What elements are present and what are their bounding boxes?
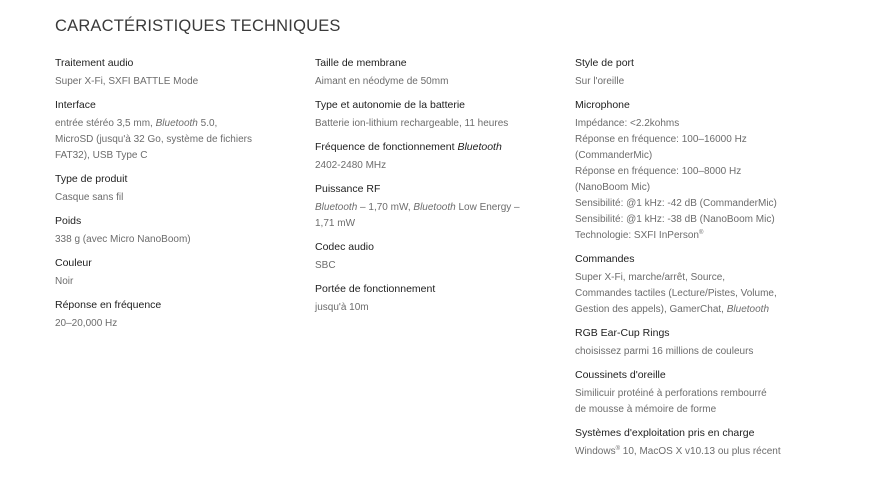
value-line: Commandes tactiles (Lecture/Pistes, Volume, — [575, 288, 777, 299]
value-text: 5.0, — [197, 118, 218, 129]
spec-operating-systems — [575, 425, 790, 460]
spec-value — [55, 116, 290, 164]
spec-value — [575, 116, 790, 244]
value-line: de mousse à mémoire de forme — [575, 404, 717, 415]
value-text-italic: Bluetooth — [315, 202, 358, 213]
spec-label: Type de produit — [55, 173, 128, 185]
label-text: Fréquence de fonctionnement — [315, 141, 458, 153]
value-line: Sensibilité: @1 kHz: -42 dB (CommanderMic) — [575, 198, 777, 209]
value-line: 1,71 mW — [315, 218, 356, 229]
value-line: MicroSD (jusqu'à 32 Go, système de fichiers — [55, 134, 252, 145]
spec-controls — [575, 251, 790, 318]
spec-value: Batterie ion-lithium rechargeable, 11 heures — [315, 118, 509, 129]
value-line: Réponse en fréquence: 100–16000 Hz — [575, 134, 747, 145]
spec-label — [315, 139, 555, 155]
spec-value: Noir — [55, 276, 74, 287]
spec-ear-cushions — [575, 367, 790, 418]
value-text: entrée stéréo 3,5 mm, — [55, 118, 156, 129]
spec-label: Puissance RF — [315, 183, 381, 195]
spec-rgb-rings — [575, 325, 790, 360]
value-line: (NanoBoom Mic) — [575, 182, 651, 193]
spec-product-type — [55, 171, 290, 206]
spec-weight — [55, 213, 290, 248]
value-text-italic: Bluetooth — [155, 118, 198, 129]
spec-value: SBC — [315, 260, 336, 271]
specs-column-1 — [55, 55, 290, 339]
spec-value: 2402-2480 MHz — [315, 160, 387, 171]
value-text-italic: Bluetooth — [726, 304, 770, 315]
spec-interface — [55, 97, 290, 164]
spec-label: Taille de membrane — [315, 57, 407, 69]
spec-label: Coussinets d'oreille — [575, 369, 666, 381]
spec-label: Couleur — [55, 257, 92, 269]
spec-value: Aimant en néodyme de 50mm — [315, 76, 449, 87]
page-title: CARACTÉRISTIQUES TECHNIQUES — [55, 17, 341, 35]
label-text-italic: Bluetooth — [457, 141, 502, 153]
spec-value — [575, 444, 790, 460]
spec-value: Sur l'oreille — [575, 76, 625, 87]
spec-value — [575, 386, 790, 418]
value-text-italic: Bluetooth — [413, 202, 456, 213]
spec-label: Poids — [55, 215, 82, 227]
specs-column-3 — [575, 55, 790, 467]
spec-value: jusqu'à 10m — [315, 302, 369, 313]
value-line: (CommanderMic) — [575, 150, 653, 161]
spec-value: Casque sans fil — [55, 192, 124, 203]
spec-label: Codec audio — [315, 241, 374, 253]
spec-value: choisissez parmi 16 millions de couleurs — [575, 346, 754, 357]
spec-value: Super X-Fi, SXFI BATTLE Mode — [55, 76, 199, 87]
spec-label: Réponse en fréquence — [55, 299, 162, 311]
value-text: Technologie: SXFI InPerson — [575, 230, 699, 241]
spec-label: Microphone — [575, 99, 630, 111]
spec-value — [575, 270, 790, 318]
spec-label: Interface — [55, 99, 96, 111]
spec-operating-range — [315, 281, 555, 316]
value-line: Réponse en fréquence: 100–8000 Hz — [575, 166, 742, 177]
spec-rf-power — [315, 181, 555, 232]
spec-microphone — [575, 97, 790, 244]
spec-color — [55, 255, 290, 290]
value-text: Gestion des appels), GamerChat, — [575, 304, 727, 315]
spec-battery — [315, 97, 555, 132]
value-line: Sensibilité: @1 kHz: -38 dB (NanoBoom Mic) — [575, 214, 775, 225]
spec-audio-processing — [55, 55, 290, 90]
registered-mark: ® — [698, 230, 704, 236]
spec-value — [315, 200, 555, 232]
registered-mark: ® — [615, 446, 620, 452]
spec-label: RGB Ear-Cup Rings — [575, 327, 670, 339]
spec-driver-size — [315, 55, 555, 90]
spec-label: Portée de fonctionnement — [315, 283, 436, 295]
spec-audio-codec — [315, 239, 555, 274]
spec-frequency-response — [55, 297, 290, 332]
spec-label: Traitement audio — [55, 57, 134, 69]
value-line: FAT32), USB Type C — [55, 150, 148, 161]
value-line: Similicuir protéiné à perforations rembourré — [575, 388, 767, 399]
specs-column-2 — [315, 55, 555, 323]
spec-label: Commandes — [575, 253, 635, 265]
spec-label: Type et autonomie de la batterie — [315, 99, 466, 111]
value-line: Super X-Fi, marche/arrêt, Source, — [575, 272, 726, 283]
spec-label: Style de port — [575, 57, 634, 69]
value-line: Impédance: <2.2kohms — [575, 118, 680, 129]
value-text: 10, MacOS X v10.13 ou plus récent — [620, 446, 781, 457]
value-text: Windows — [575, 446, 616, 457]
spec-label: Systèmes d'exploitation pris en charge — [575, 427, 755, 439]
spec-bluetooth-frequency — [315, 139, 555, 174]
value-text: Low Energy – — [455, 202, 520, 213]
spec-value: 338 g (avec Micro NanoBoom) — [55, 234, 191, 245]
spec-wearing-style — [575, 55, 790, 90]
spec-value: 20–20,000 Hz — [55, 318, 118, 329]
value-text: – 1,70 mW, — [357, 202, 414, 213]
